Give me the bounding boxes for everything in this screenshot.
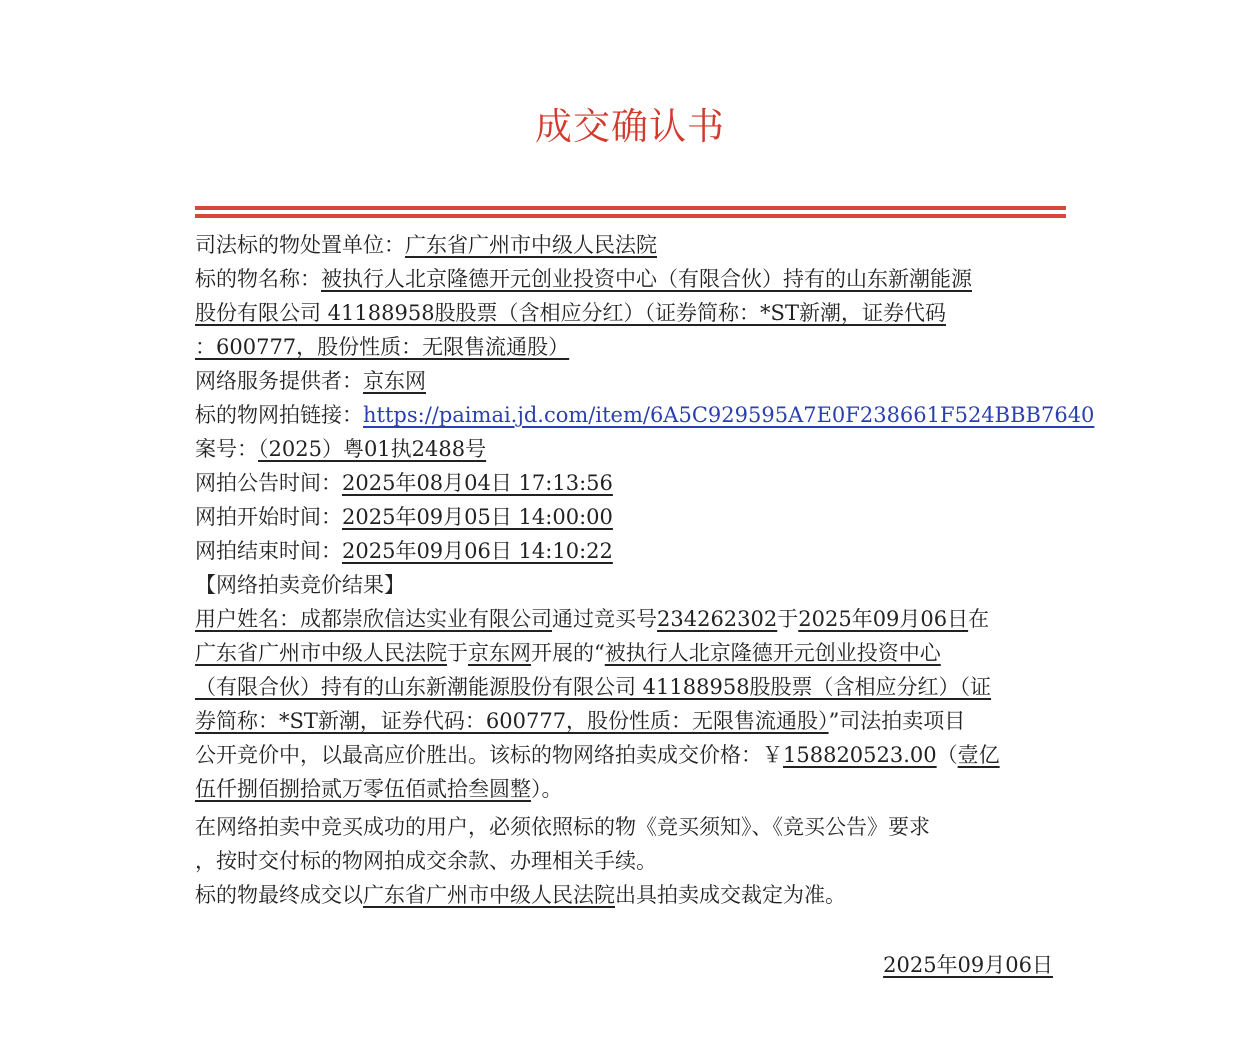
case-label: 案号： <box>195 437 258 461</box>
item-name-label: 标的物名称： <box>195 267 321 291</box>
case-row <box>195 432 1066 466</box>
result-paragraph <box>195 602 1066 806</box>
court-name: 广东省广州市中级人民法院 <box>195 641 447 665</box>
conducted-text: 开展的“ <box>531 641 605 665</box>
provider-value: 京东网 <box>363 369 426 393</box>
user-value: 成都崇欣信达实业有限公司 <box>300 607 552 631</box>
deal-date: 2025年09月06日 <box>798 607 969 631</box>
final-court: 广东省广州市中级人民法院 <box>363 883 615 907</box>
final-suffix: 出具拍卖成交裁定为准。 <box>615 883 846 907</box>
item-desc-line-1: 被执行人北京隆德开元创业投资中心 <box>604 641 941 665</box>
via-bid-no-text: 通过竞买号 <box>552 607 657 631</box>
start-time-label: 网拍开始时间： <box>195 505 342 529</box>
item-name-line-1: 被执行人北京隆德开元创业投资中心（有限合伙）持有的山东新潮能源 <box>321 267 972 291</box>
platform-name: 京东网 <box>468 641 531 665</box>
result-line-3 <box>195 670 1066 704</box>
final-prefix: 标的物最终成交以 <box>195 883 363 907</box>
amount-chinese-2: 伍仟捌佰捌拾贰万零伍佰贰拾叁圆整 <box>195 777 531 801</box>
announce-time-row <box>195 466 1066 500</box>
item-desc-line-3: 券简称：*ST新潮，证券代码：600777，股份性质：无限售流通股） <box>195 709 829 733</box>
item-name-row-3 <box>195 330 1066 364</box>
notice-line-1: 在网络拍卖中竞买成功的用户，必须依照标的物《竞买须知》、《竞买公告》要求 <box>195 815 930 839</box>
document-title: 成交确认书 <box>535 105 725 148</box>
item-name-row-2 <box>195 296 1066 330</box>
result-line-1 <box>195 602 1066 636</box>
announce-time-value: 2025年08月04日 17:13:56 <box>342 471 613 495</box>
end-time-label: 网拍结束时间： <box>195 539 342 563</box>
end-time-row <box>195 534 1066 568</box>
price-intro-text: 公开竞价中，以最高应价胜出。该标的物网络拍卖成交价格：￥ <box>195 743 783 767</box>
amount-chinese-1: 壹亿 <box>957 743 1000 767</box>
at-text: 在 <box>968 607 990 631</box>
unit-row <box>195 228 1066 262</box>
item-name-line-2: 股份有限公司 41188958股股票（含相应分红）（证券简称：*ST新潮，证券代码 <box>195 301 946 325</box>
item-name-row <box>195 262 1066 296</box>
sign-date-row <box>195 948 1053 982</box>
start-time-value: 2025年09月05日 14:00:00 <box>342 505 613 529</box>
provider-row <box>195 364 1066 398</box>
item-name-line-3: ：600777，股份性质：无限售流通股） <box>195 335 570 359</box>
user-label: 用户姓名： <box>195 607 300 631</box>
header-rule-top <box>195 206 1066 210</box>
bid-number: 234262302 <box>657 607 778 631</box>
document-body <box>195 228 1095 912</box>
notice-line-2: ，按时交付标的物网拍成交余款、办理相关手续。 <box>195 849 657 873</box>
unit-value: 广东省广州市中级人民法院 <box>405 233 657 257</box>
unit-label: 司法标的物处置单位： <box>195 233 405 257</box>
deal-price: 158820523.00 <box>783 743 937 767</box>
case-value: （2025）粤01执2488号 <box>258 437 487 461</box>
result-line-4 <box>195 704 1066 738</box>
result-line-6 <box>195 772 1066 806</box>
open-paren: （ <box>936 743 958 767</box>
final-ruling-row <box>195 878 1066 912</box>
on-text: 于 <box>777 607 799 631</box>
sign-date: 2025年09月06日 <box>883 953 1053 977</box>
header-rule-bottom <box>195 214 1066 218</box>
provider-label: 网络服务提供者： <box>195 369 363 393</box>
on-text-2: 于 <box>447 641 468 665</box>
start-time-row <box>195 500 1066 534</box>
end-time-value: 2025年09月06日 14:10:22 <box>342 539 613 563</box>
close-quote-text: ”司法拍卖项目 <box>828 709 966 733</box>
close-paren: ）。 <box>531 777 563 801</box>
item-desc-line-2: （有限合伙）持有的山东新潮能源股份有限公司 41188958股股票（含相应分红）（证 <box>195 675 992 699</box>
result-line-5 <box>195 738 1066 772</box>
auction-link[interactable]: https://paimai.jd.com/item/6A5C929595A7E0F238661F524BBB7640 <box>363 403 1095 427</box>
result-heading: 【网络拍卖竞价结果】 <box>195 573 405 597</box>
link-label: 标的物网拍链接： <box>195 403 363 427</box>
link-row <box>195 398 1095 432</box>
announce-time-label: 网拍公告时间： <box>195 471 342 495</box>
result-line-2 <box>195 636 1066 670</box>
